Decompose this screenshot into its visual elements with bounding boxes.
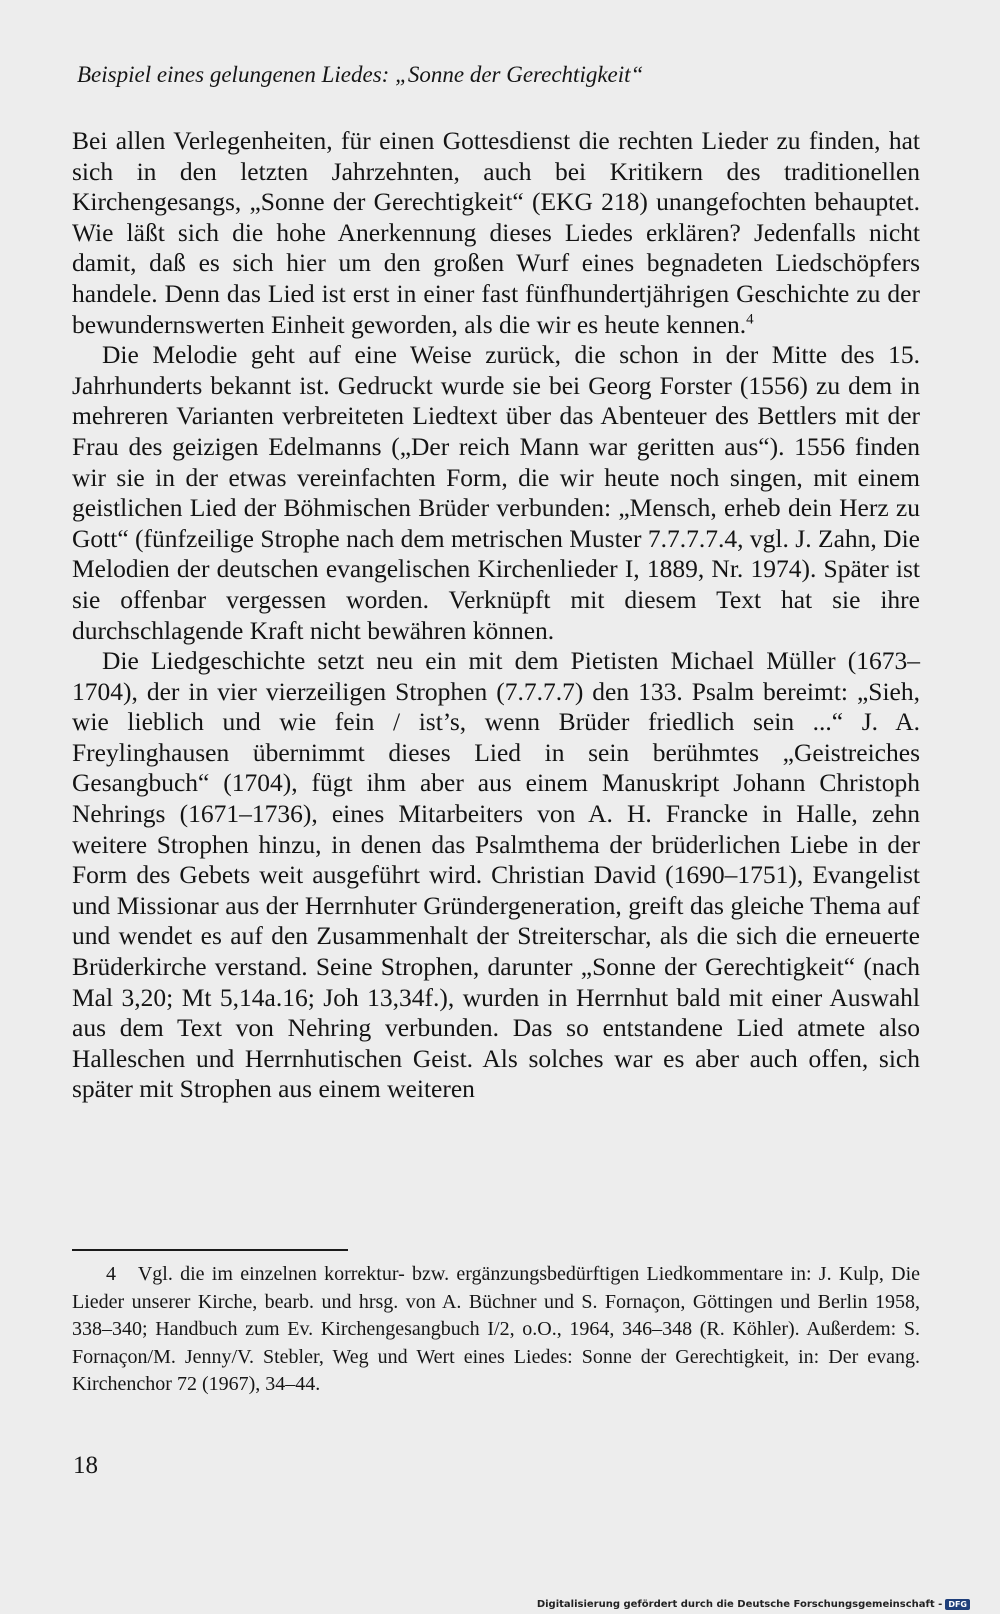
running-head: Beispiel eines gelungenen Liedes: „Sonne der Gerechtigkeit“ <box>77 62 644 87</box>
footnote <box>72 1261 920 1399</box>
footnote-separator <box>72 1249 348 1251</box>
body-text <box>72 126 920 1105</box>
footnote-text: Vgl. die im einzelnen korrektur- bzw. ergänzungsbedürftigen Liedkommentare in: J. Kulp, Die Lieder unserer Kirche, bearb. und hrsg. von A. Büchner und S. Fornaçon, Göttingen und Berlin 1958, 338–340; Handbuch zum Ev. Kirchengesangbuch I/2, o.O., 1964, 346–348 (R. Köhler). Außerdem: S. Fornaçon/M. Jenny/V. Stebler, Weg und Wert eines Liedes: Sonne der Gerechtigkeit, in: Der evang. Kirchenchor 72 (1967), 34–44. <box>72 1263 920 1396</box>
paragraph-text: Bei allen Verlegenheiten, für einen Gottesdienst die rechten Lieder zu finden, hat sich in den letzten Jahrzehnten, auch bei Kritikern des traditionellen Kirchengesangs, „Sonne der Gerechtigkeit“ (EKG 218) unangefochten behauptet. Wie läßt sich die hohe Anerkennung dieses Liedes erklären? Jedenfalls nicht damit, daß es sich hier um den großen Wurf eines begnadeten Liedschöpfers handele. Denn das Lied ist erst in einer fast fünfhundertjährigen Geschichte zu der bewundernswerten Einheit geworden, als die wir es heute kennen. <box>72 126 920 339</box>
footnote-reference: 4 <box>746 311 754 328</box>
paragraph <box>72 126 920 340</box>
credit-text: Digitalisierung gefördert durch die Deutsche Forschungsgemeinschaft - <box>536 1599 943 1610</box>
paragraph: Die Liedgeschichte setzt neu ein mit dem Pietisten Michael Müller (1673–1704), der in vier vierzeiligen Strophen (7.7.7.7) den 133. Psalm bereimt: „Sieh, wie lieblich und wie fein / ist’s, wenn Brüder friedlich sein ...“ J. A. Freylinghausen übernimmt dieses Lied in sein berühmtes „Geistreiches Gesangbuch“ (1704), fügt ihm aber aus einem Manuskript Johann Christoph Nehrings (1671–1736), eines Mitarbeiters von A. H. Francke in Halle, zehn weitere Strophen hinzu, in denen das Psalmthema der brüderlichen Liebe in der Form des Gebets weit ausgeführt wird. Christian David (1690–1751), Evangelist und Missionar aus der Herrnhuter Gründergeneration, greift das gleiche Thema auf und wendet es auf den Zusammenhalt der Streiterschar, als die sich die erneuerte Brüderkirche verstand. Seine Strophen, darunter „Sonne der Gerechtigkeit“ (nach Mal 3,20; Mt 5,14a.16; Joh 13,34f.), wurden in Herrnhut bald mit einer Auswahl aus dem Text von Nehring verbunden. Das so entstandene Lied atmete also Halleschen und Herrnhutischen Geist. Als solches war es aber auch offen, sich später mit Strophen aus einem weiteren <box>72 646 920 1104</box>
footnote-number: 4 <box>106 1263 116 1285</box>
page-number: 18 <box>73 1452 98 1479</box>
dfg-logo-icon: DFG <box>945 1599 970 1610</box>
digitization-credit <box>537 1599 970 1610</box>
paragraph: Die Melodie geht auf eine Weise zurück, die schon in der Mitte des 15. Jahrhunderts bekannt ist. Gedruckt wurde sie bei Georg Forster (1556) zu dem in mehreren Varianten verbreiteten Liedtext über das Abenteuer des Bettlers mit der Frau des geizigen Edelmanns („Der reich Mann war geritten aus“). 1556 finden wir sie in der etwas vereinfachten Form, die wir heute noch singen, mit einem geistlichen Lied der Böhmischen Brüder verbunden: „Mensch, erheb dein Herz zu Gott“ (fünfzeilige Strophe nach dem metrischen Muster 7.7.7.7.4, vgl. J. Zahn, Die Melodien der deutschen evangelischen Kirchenlieder I, 1889, Nr. 1974). Später ist sie offenbar vergessen worden. Verknüpft mit diesem Text hat sie ihre durchschlagende Kraft nicht bewähren können. <box>72 340 920 645</box>
